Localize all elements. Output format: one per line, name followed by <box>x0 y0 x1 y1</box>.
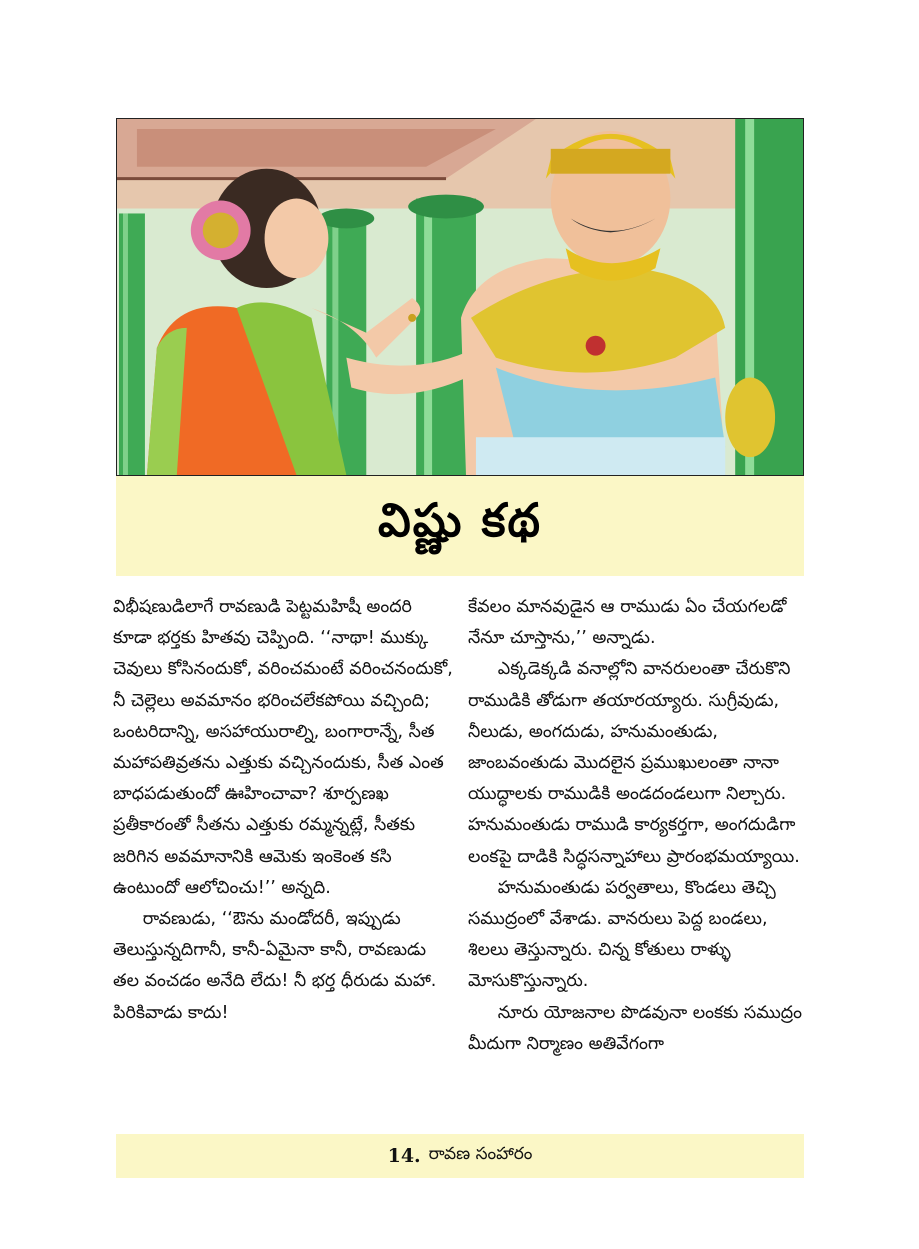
chapter-title: రావణ సంహారం <box>428 1144 533 1164</box>
title-band <box>116 476 804 576</box>
chapter-illustration <box>116 118 804 476</box>
story-title: విష్ణు కథ <box>378 493 542 547</box>
paragraph: కేవలం మానవుడైన ఆ రాముడు ఏం చేయగలడో నేనూ చూస్తాను,’’ అన్నాడు. <box>468 597 787 649</box>
paragraph: హనుమంతుడు పర్వతాలు, కొండలు తెచ్చి సముద్రంలో వేశాడు. వానరులు పెద్ద బండలు, శిలలు తెస్తున్నారు. చిన్న కోతులు రాళ్ళు మోసుకొస్తున్నారు. <box>468 877 776 992</box>
paragraph: ఎక్కడెక్కడి వనాల్లోని వానరులంతా చేరుకొని రాముడికి తోడుగా తయారయ్యారు. సుగ్రీవుడు, నీలుడు, అంగదుడు, హనుమంతుడు, జాంబవంతుడు మొదలైన ప్రముఖులంతా నానా యుద్ధాలకు రాముడికి అండదండలుగా నిల్చారు. హనుమంతుడు రాముడి కార్యకర్తగా, అంగదుడిగా లంకపై దాడికి సిద్ధసన్నాహాలు ప్రారంభమయ్యాయి. <box>468 659 800 867</box>
footer-band <box>116 1134 804 1178</box>
right-column <box>468 592 811 1127</box>
story-text <box>113 592 811 1127</box>
ravana-and-mandodari-illustration-icon <box>117 119 803 475</box>
paragraph: విభీషణుడిలాగే రావణుడి పెట్టమహిషీ అందరి కూడా భర్తకు హితవు చెప్పింది. ‘‘నాథా! ముక్కు చెవులు కోసినందుకో, వరించమంటే వరించనందుకో, నీ చెల్లెలు అవమానం భరించలేకపోయి వచ్చింది; ఒంటరిదాన్ని, అసహాయురాల్ని, బంగారాన్నే, సీత మహాపతివ్రతను ఎత్తుకు వచ్చినందుకు, సీత ఎంత బాధపడుతుందో ఊహించావా? శూర్పణఖ ప్రతీకారంతో సీతను ఎత్తుకు రమ్మన్నట్లే, సీతకు జరిగిన అవమానానికి ఆమెకు ఇంకెంత కసి ఉంటుందో ఆలోచించు!’’ అన్నది. <box>113 597 453 898</box>
paragraph: నూరు యోజనాల పొడవునా లంకకు సముద్రం మీదుగా నిర్మాణం అతివేగంగా <box>468 1002 803 1054</box>
paragraph: రావణుడు, ‘‘ఔను మండోదరీ, ఇప్పుడు తెలుస్తున్నదిగానీ, కానీ-ఏమైనా కానీ, రావణుడు తల వంచడం అనేది లేదు! నీ భర్త ధీరుడు మహా. పిరికివాడు కాదు! <box>113 909 437 1023</box>
page-number: 14. <box>387 1145 421 1167</box>
left-column <box>113 592 456 1127</box>
